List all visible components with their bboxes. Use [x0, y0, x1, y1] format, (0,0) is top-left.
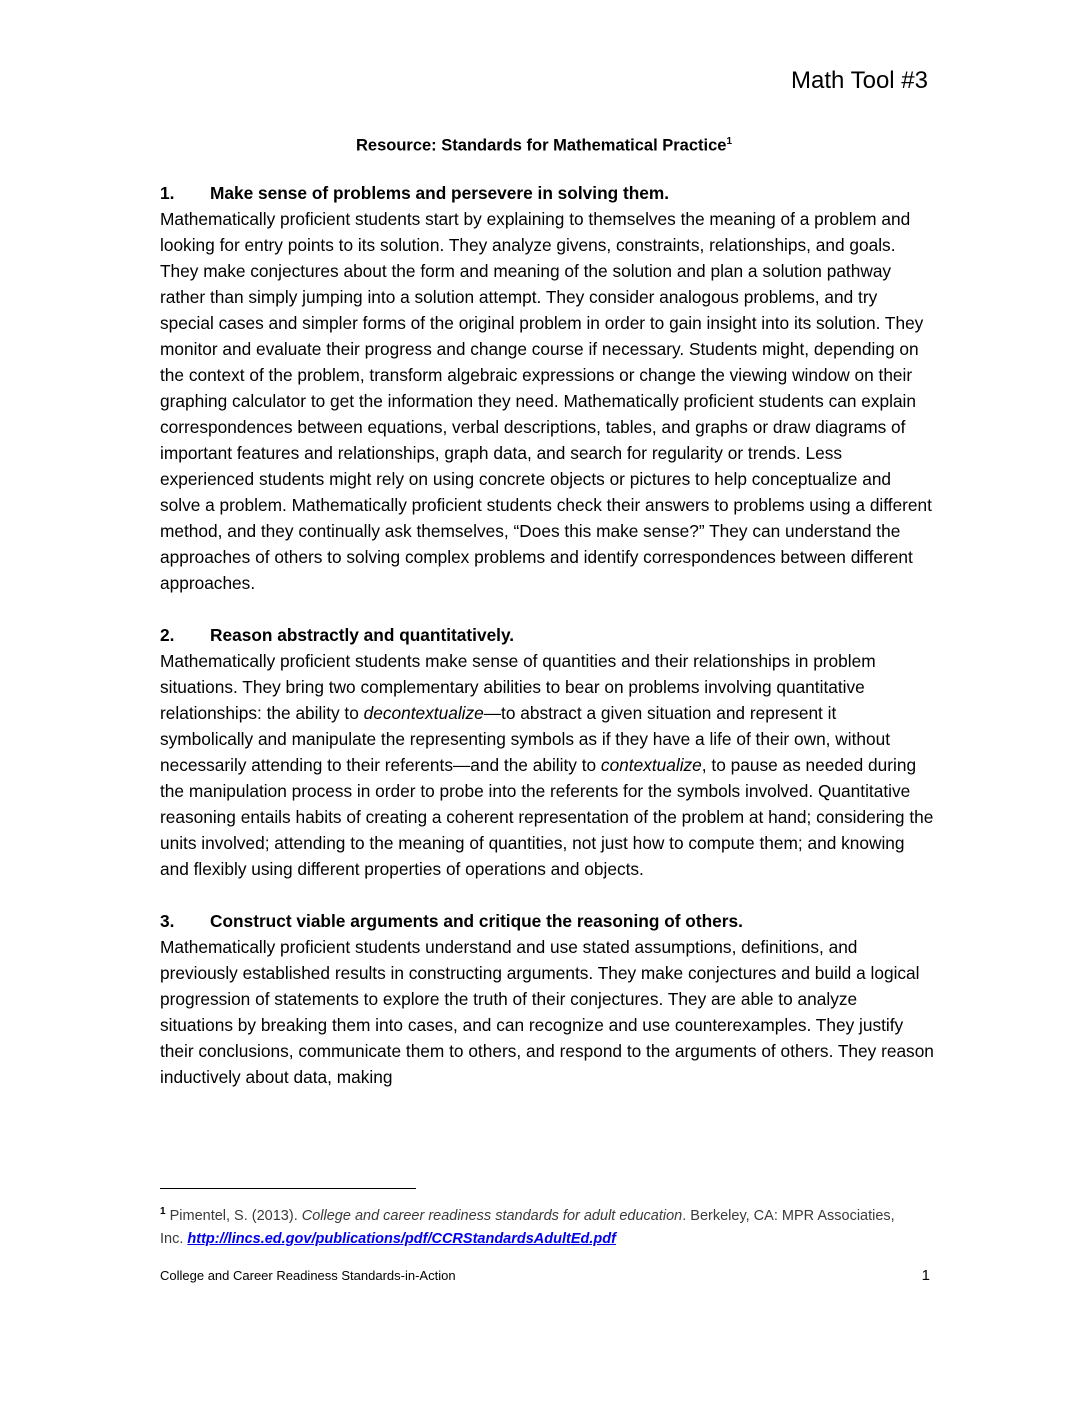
body-text: —to abstract a given situation and represent it symbolically and manipulate the representing symbols as if they have a life of their own, without necessarily attending to their referents—and the ability to — [160, 703, 891, 775]
body-text: , to pause as needed during the manipulation process in order to probe into the referents for the symbols involved. Quantitative reasoning entails habits of creating a coherent representation of the problem at hand; considering the units involved; attending to the meaning of quantities, not just how to compute them; and knowing and flexibly using different properties of operations and objects. — [160, 755, 934, 879]
footnote-title: College and career readiness standards for adult education — [301, 1207, 683, 1224]
section-heading-text: Construct viable arguments and critique the reasoning of others. — [210, 911, 743, 931]
footnote-text: . Berkeley, CA: MPR Associaties, Inc. — [160, 1207, 895, 1247]
tool-label: Math Tool #3 — [791, 67, 928, 94]
section-1-heading — [160, 180, 934, 206]
footnote-marker: 1 — [160, 1206, 166, 1217]
footnote-divider — [160, 1188, 416, 1189]
section-2-heading — [160, 622, 934, 648]
section-2 — [160, 622, 934, 882]
document-title — [0, 130, 1088, 158]
section-3-body: Mathematically proficient students understand and use stated assumptions, definitions, and previously established results in constructing arguments. They make conjectures and build a logical progression of statements to explore the truth of their conjectures. They are able to analyze situations by breaking them into cases, and can recognize and use counterexamples. They justify their conclusions, communicate them to others, and respond to the arguments of others. They reason inductively about data, making — [160, 937, 934, 1087]
body-text: Mathematically proficient students make sense of quantities and their relationships in problem situations. They bring two complementary abilities to bear on problems involving quantitative relationships: the ability to — [160, 651, 876, 723]
section-number: 1. — [160, 183, 175, 203]
section-heading-text: Reason abstractly and quantitatively. — [210, 625, 515, 645]
section-3 — [160, 908, 934, 1090]
title-text: Resource: Standards for Mathematical Practice — [355, 136, 727, 155]
section-3-heading — [160, 908, 934, 934]
section-1-body: Mathematically proficient students start by explaining to themselves the meaning of a problem and looking for entry points to its solution. They analyze givens, constraints, relationships, and goals. They make conjectures about the form and meaning of the solution and plan a solution pathway rather than simply jumping into a solution attempt. They consider analogous problems, and try special cases and simpler forms of the original problem in order to gain insight into its solution. They monitor and evaluate their progress and change course if necessary. Students might, depending on the context of the problem, transform algebraic expressions or change the viewing window on their graphing calculator to get the information they need. Mathematically proficient students can explain correspondences between equations, verbal descriptions, tables, and graphs or draw diagrams of important features and relationships, graph data, and search for regularity or trends. Less experienced students might rely on using concrete objects or pictures to help conceptualize and solve a problem. Mathematically proficient students check their answers to problems using a different method, and they continually ask themselves, “Does this make sense?” They can understand the approaches of others to solving complex problems and identify correspondences between different approaches. — [160, 209, 932, 593]
page-number: 1 — [921, 1267, 930, 1284]
footnote-link[interactable]: http://lincs.ed.gov/publications/pdf/CCRStandardsAdultEd.pdf — [187, 1230, 616, 1247]
term-decontextualize: decontextualize — [363, 703, 484, 723]
section-number: 2. — [160, 625, 175, 645]
title-footnote-ref[interactable]: 1 — [726, 136, 733, 147]
footnote — [160, 1200, 920, 1251]
section-2-body — [160, 648, 934, 882]
term-contextualize: contextualize — [600, 755, 702, 775]
section-1 — [160, 180, 934, 596]
section-heading-text: Make sense of problems and persevere in solving them. — [210, 183, 670, 203]
footnote-text: Pimentel, S. (2013). — [165, 1207, 302, 1224]
footer-title: College and Career Readiness Standards-in-Action — [160, 1268, 456, 1283]
section-number: 3. — [160, 911, 175, 931]
document-body — [160, 180, 934, 1116]
